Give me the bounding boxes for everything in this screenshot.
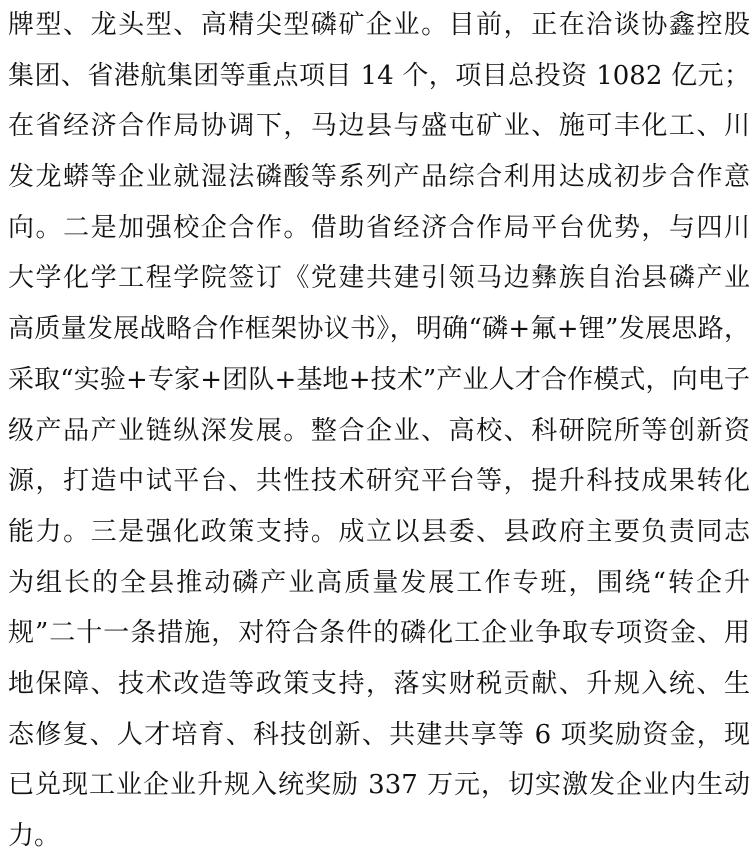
text-line-10: 源，打造中试平台、共性技术研究平台等，提升科技成果转化 (8, 466, 750, 497)
text-line-4: 发龙蟒等企业就湿法磷酸等系列产品综合利用达成初步合作意 (8, 162, 750, 193)
text-line-16: 已兑现工业企业升规入统奖励 337 万元，切实激发企业内生动 (8, 770, 750, 801)
body-text (8, 0, 750, 862)
text-line-9: 级产品产业链纵深发展。整合企业、高校、科研院所等创新资 (8, 415, 750, 446)
text-line-7: 高质量发展战略合作框架协议书》，明确“磷+氟+锂”发展思路， (8, 314, 750, 345)
text-line-3: 在省经济合作局协调下，马边县与盛屯矿业、施可丰化工、川 (8, 111, 750, 142)
text-line-14: 地保障、技术改造等政策支持，落实财税贡献、升规入统、生 (8, 668, 750, 699)
text-line-1: 牌型、龙头型、高精尖型磷矿企业。目前，正在洽谈协鑫控股 (8, 10, 750, 40)
text-line-2: 集团、省港航集团等重点项目 14 个，项目总投资 1082 亿元； (8, 60, 750, 91)
text-line-8: 采取“实验+专家+团队+基地+技术”产业人才合作模式，向电子 (8, 364, 750, 395)
text-line-6: 大学化学工程学院签订《党建共建引领马边彝族自治县磷产业 (8, 263, 750, 294)
text-line-17: 力。 (8, 821, 61, 851)
text-line-13: 规”二十一条措施，对符合条件的磷化工企业争取专项资金、用 (8, 618, 750, 649)
text-line-5: 向。二是加强校企合作。借助省经济合作局平台优势，与四川 (8, 212, 750, 243)
text-line-12: 为组长的全县推动磷产业高质量发展工作专班，围绕“转企升 (8, 567, 750, 598)
text-line-15: 态修复、人才培育、科技创新、共建共享等 6 项奖励资金，现 (8, 719, 750, 750)
text-line-11: 能力。三是强化政策支持。成立以县委、县政府主要负责同志 (8, 516, 750, 547)
